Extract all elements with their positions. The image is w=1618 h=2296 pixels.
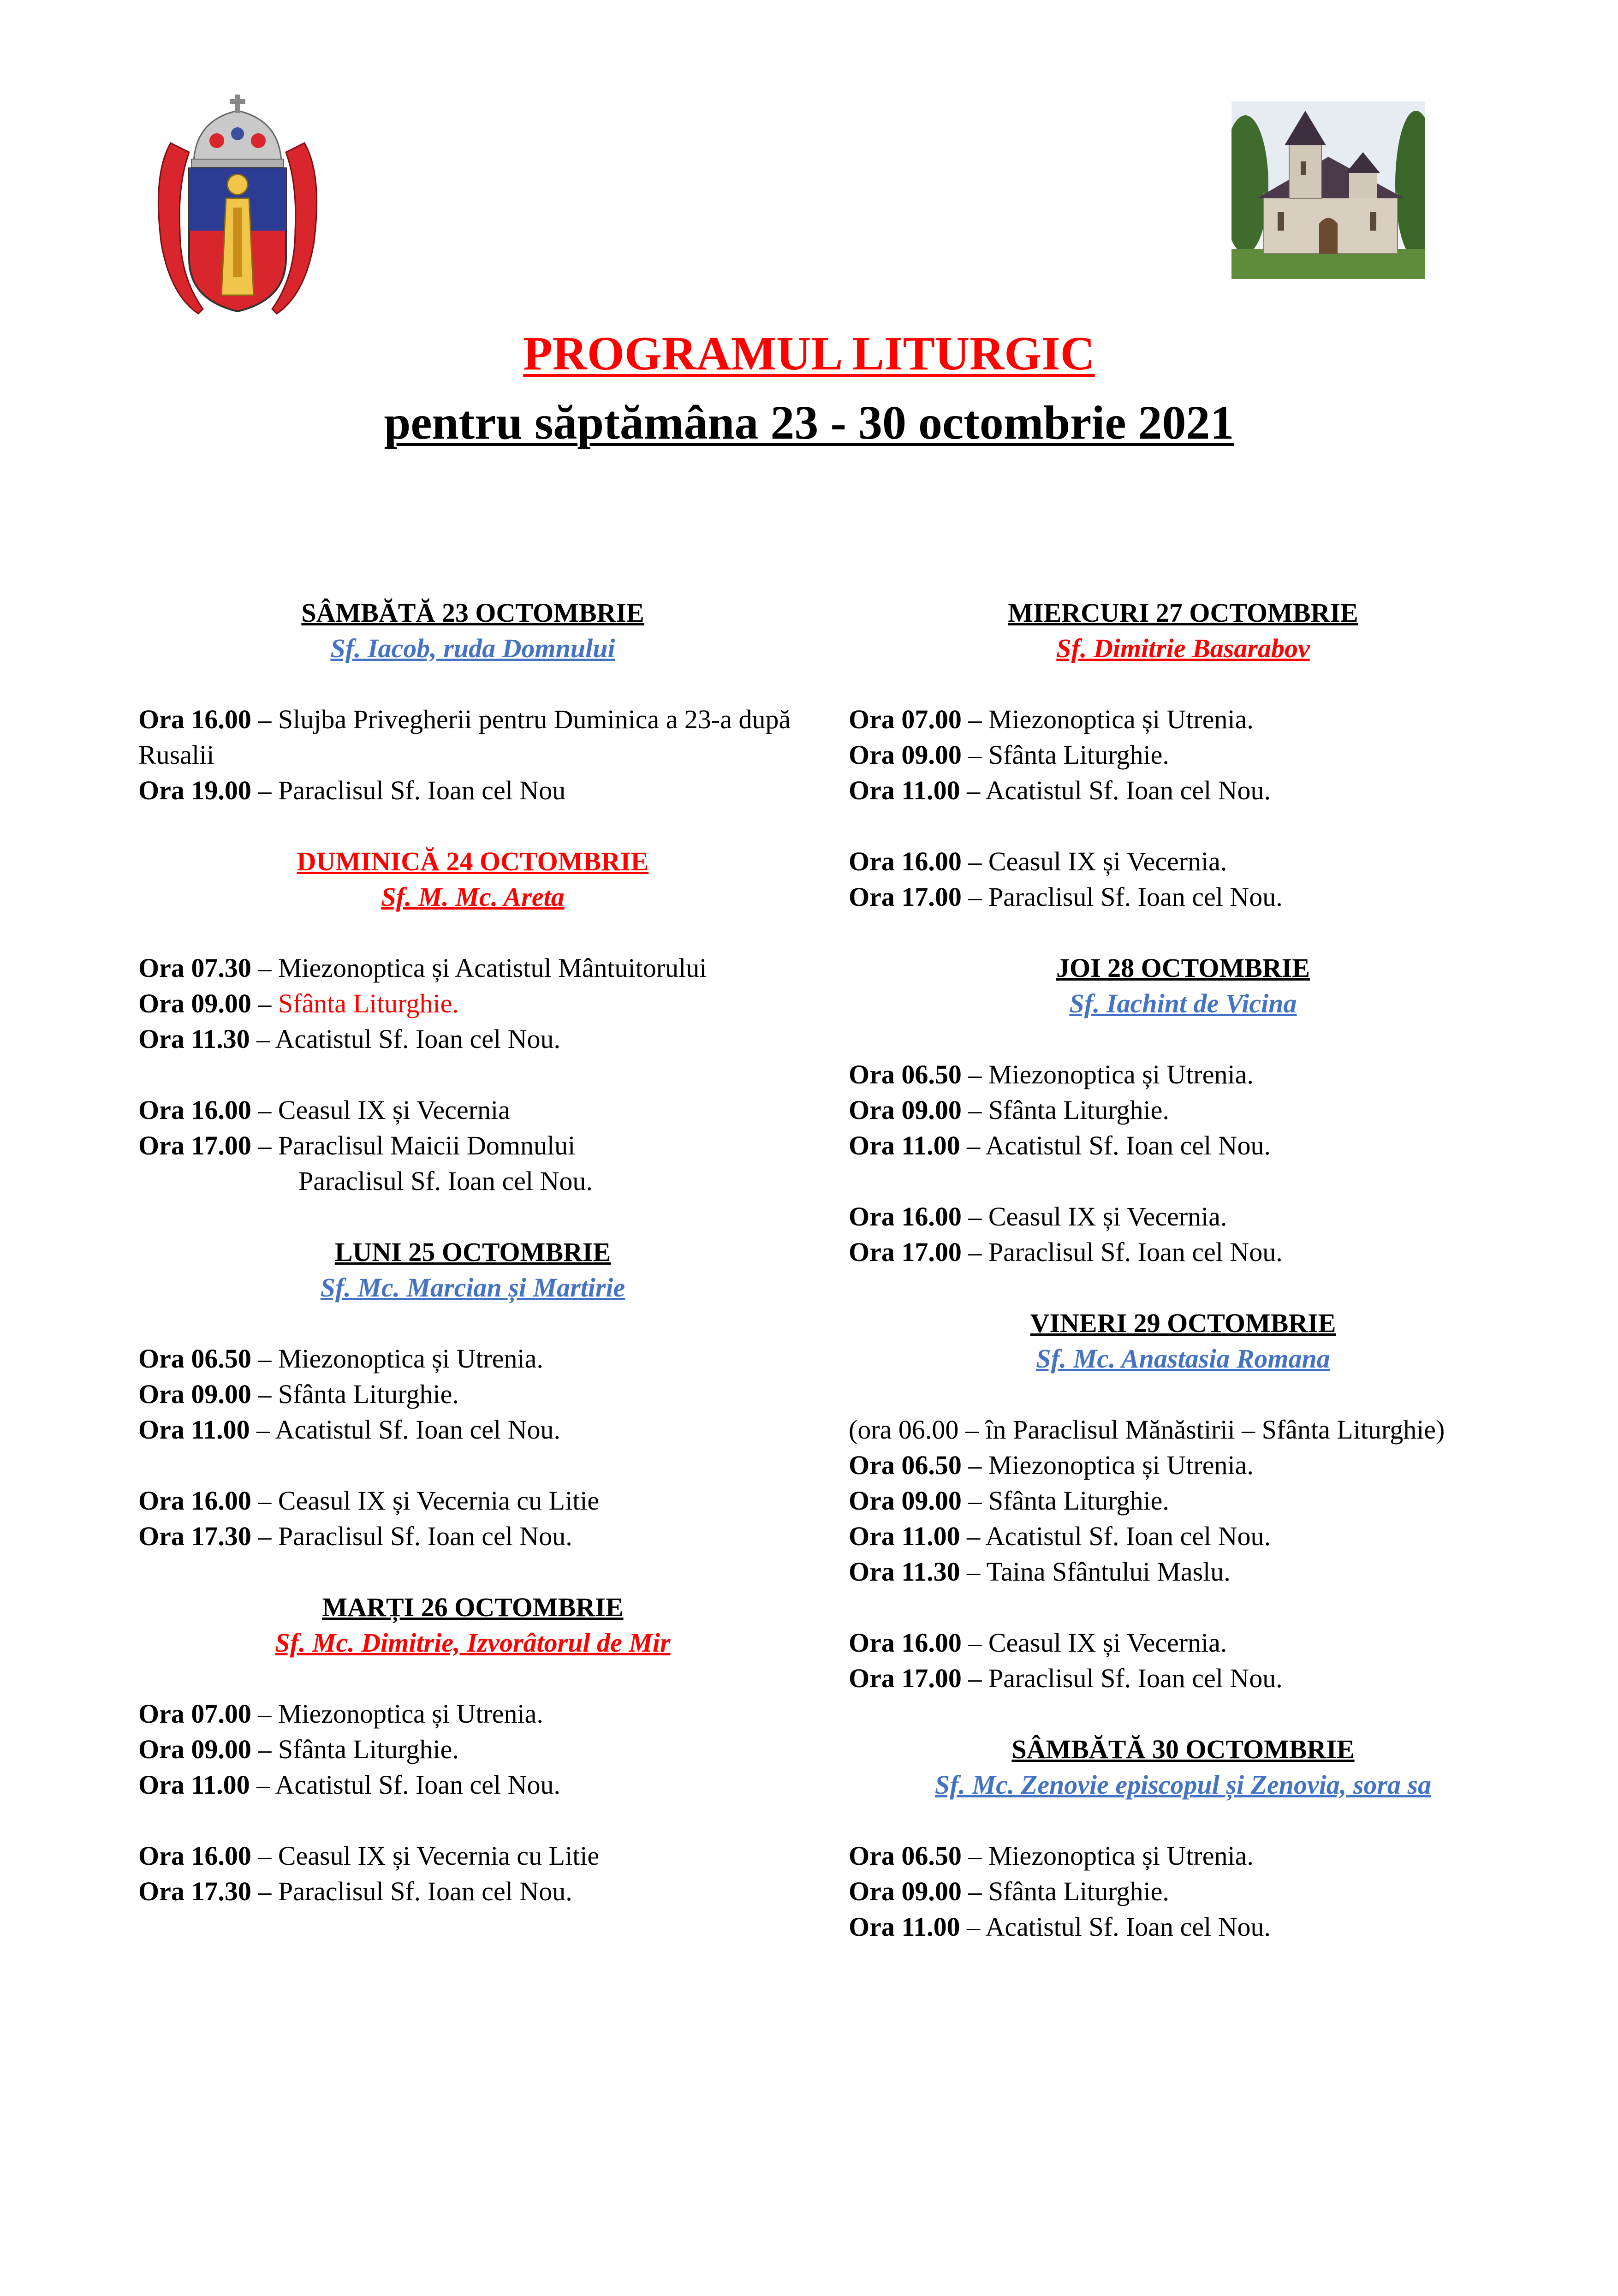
service-name: – Acatistul Sf. Ioan cel Nou. xyxy=(960,1130,1271,1160)
saint-name: Sf. Mc. Zenovie episcopul și Zenovia, sora sa xyxy=(934,1770,1432,1800)
service-name: – Paraclisul Sf. Ioan cel Nou. xyxy=(961,1663,1283,1693)
service-time: Ora 17.00 xyxy=(849,882,962,912)
service-name: – Miezonoptica și Utrenia. xyxy=(251,1699,543,1729)
service-time: Ora 06.50 xyxy=(849,1841,962,1871)
schedule-line xyxy=(138,1483,807,1518)
service-name: – Miezonoptica și Utrenia. xyxy=(961,1841,1254,1871)
church-photo xyxy=(1231,101,1425,279)
day-title: SÂMBĂTĂ 30 OCTOMBRIE xyxy=(1011,1734,1355,1764)
service-name: – Sfânta Liturghie. xyxy=(961,1876,1169,1906)
service-time: Ora 17.00 xyxy=(849,1663,962,1693)
saint-name: Sf. Iacob, ruda Domnului xyxy=(330,633,615,663)
schedule-line xyxy=(849,1234,1517,1270)
schedule-line xyxy=(849,1447,1517,1483)
service-name: – Sfânta Liturghie. xyxy=(961,740,1169,770)
service-name: – Ceasul IX și Vecernia xyxy=(251,1095,510,1125)
service-time: Ora 09.00 xyxy=(138,1379,251,1409)
service-name: – Acatistul Sf. Ioan cel Nou. xyxy=(960,1521,1271,1551)
service-time: Ora 16.00 xyxy=(849,1628,962,1658)
service-name: – Paraclisul Sf. Ioan cel Nou xyxy=(251,775,566,805)
schedule-line xyxy=(849,1092,1517,1128)
saint-name: Sf. Mc. Dimitrie, Izvorâtorul de Mir xyxy=(275,1628,671,1658)
saint-name: Sf. Iachint de Vicina xyxy=(1069,988,1297,1018)
saint-name: Sf. Dimitrie Basarabov xyxy=(1056,633,1310,663)
service-time: Ora 06.50 xyxy=(849,1059,962,1089)
day-block xyxy=(138,1589,807,1909)
service-time: Ora 11.30 xyxy=(138,1024,250,1054)
service-time: Ora 07.00 xyxy=(849,704,962,734)
day-title: SÂMBĂTĂ 23 OCTOMBRIE xyxy=(301,598,644,628)
schedule-line xyxy=(849,1874,1517,1909)
service-name: – Paraclisul Sf. Ioan cel Nou. xyxy=(251,1521,572,1551)
saint-name: Sf. Mc. Marcian și Martirie xyxy=(320,1273,625,1303)
schedule-line xyxy=(849,879,1517,915)
service-time: Ora 06.50 xyxy=(138,1344,251,1374)
schedule-line xyxy=(138,1412,807,1447)
service-name: – Paraclisul Maicii Domnului xyxy=(251,1130,576,1160)
service-time: Ora 09.00 xyxy=(849,1876,962,1906)
spacer xyxy=(138,915,807,950)
service-time: Ora 16.00 xyxy=(138,704,251,734)
schedule-line xyxy=(138,1092,807,1128)
saint-name: Sf. M. Mc. Areta xyxy=(381,882,565,912)
service-time: Ora 09.00 xyxy=(138,988,251,1018)
service-time: Ora 11.00 xyxy=(138,1415,250,1445)
service-name-highlight: Sfânta Liturghie. xyxy=(278,988,459,1018)
schedule-line xyxy=(138,1128,807,1163)
service-time: Ora 16.00 xyxy=(849,1202,962,1231)
service-time: Ora 16.00 xyxy=(138,1095,251,1125)
spacer xyxy=(849,1802,1517,1838)
service-time: Ora 11.00 xyxy=(849,1912,960,1942)
schedule-line xyxy=(138,1696,807,1731)
schedule-line xyxy=(138,1731,807,1767)
schedule-line xyxy=(849,1909,1517,1945)
service-time: Ora 07.30 xyxy=(138,953,251,983)
service-name: – Sfânta Liturghie. xyxy=(251,1379,459,1409)
page-subtitle: pentru săptămâna 23 - 30 octombrie 2021 xyxy=(384,396,1234,449)
service-time: Ora 19.00 xyxy=(138,775,251,805)
day-title: VINERI 29 OCTOMBRIE xyxy=(1030,1308,1336,1338)
service-name: – Acatistul Sf. Ioan cel Nou. xyxy=(250,1415,560,1445)
spacer xyxy=(849,1021,1517,1057)
schedule-line xyxy=(138,1874,807,1909)
day-title: JOI 28 OCTOMBRIE xyxy=(1056,953,1310,983)
service-name: – Sfânta Liturghie. xyxy=(961,1095,1169,1125)
schedule-line xyxy=(138,773,807,808)
day-block xyxy=(849,1305,1517,1696)
schedule-line xyxy=(849,1128,1517,1163)
schedule-left-column xyxy=(138,595,807,1945)
service-name: – Ceasul IX și Vecernia. xyxy=(961,846,1227,876)
service-time: Ora 17.30 xyxy=(138,1876,251,1906)
spacer xyxy=(849,808,1517,844)
schedule-line xyxy=(138,1341,807,1376)
service-time: Ora 09.00 xyxy=(138,1734,251,1764)
service-time: Ora 09.00 xyxy=(849,740,962,770)
service-name: – Acatistul Sf. Ioan cel Nou. xyxy=(250,1770,560,1800)
service-name: – Ceasul IX și Vecernia. xyxy=(961,1202,1227,1231)
service-name: – Acatistul Sf. Ioan cel Nou. xyxy=(960,1912,1271,1942)
schedule-line xyxy=(138,1376,807,1412)
day-block xyxy=(138,595,807,808)
service-name: – Sfânta Liturghie. xyxy=(961,1486,1169,1516)
service-name: – Sfânta Liturghie. xyxy=(251,1734,459,1764)
spacer xyxy=(138,1802,807,1838)
spacer xyxy=(138,1660,807,1696)
schedule-line xyxy=(849,1518,1517,1554)
service-name: – Ceasul IX și Vecernia. xyxy=(961,1628,1227,1658)
schedule-line xyxy=(849,1838,1517,1874)
schedule-line xyxy=(849,702,1517,737)
service-name: – Acatistul Sf. Ioan cel Nou. xyxy=(250,1024,560,1054)
day-title: DUMINICĂ 24 OCTOMBRIE xyxy=(297,846,649,876)
service-time: Ora 11.30 xyxy=(849,1557,960,1587)
day-title: MIERCURI 27 OCTOMBRIE xyxy=(1008,598,1358,628)
spacer xyxy=(138,666,807,702)
service-name: – Miezonoptica și Utrenia. xyxy=(961,1059,1254,1089)
schedule-line xyxy=(138,1518,807,1554)
service-name: – Paraclisul Sf. Ioan cel Nou. xyxy=(961,1237,1283,1267)
schedule-line xyxy=(849,1483,1517,1518)
service-name: – Miezonoptica și Utrenia. xyxy=(961,704,1254,734)
schedule-line xyxy=(138,1838,807,1874)
service-name: – Miezonoptica și Acatistul Mântuitorului xyxy=(251,953,707,983)
schedule-line xyxy=(849,1554,1517,1589)
service-time: Ora 09.00 xyxy=(849,1095,962,1125)
service-name: – Acatistul Sf. Ioan cel Nou. xyxy=(960,775,1271,805)
service-time: Ora 16.00 xyxy=(138,1486,251,1516)
service-name: – Paraclisul Sf. Ioan cel Nou. xyxy=(251,1876,572,1906)
schedule-line xyxy=(849,844,1517,879)
schedule-line xyxy=(849,1057,1517,1092)
schedule-line xyxy=(138,950,807,986)
service-time: Ora 17.00 xyxy=(849,1237,962,1267)
spacer xyxy=(138,1057,807,1092)
schedule-line xyxy=(849,1660,1517,1696)
day-block xyxy=(849,1731,1517,1945)
service-time: Ora 16.00 xyxy=(138,1841,251,1871)
service-time: Ora 17.30 xyxy=(138,1521,251,1551)
page-title: PROGRAMUL LITURGIC xyxy=(523,327,1095,380)
service-time: Ora 11.00 xyxy=(138,1770,250,1800)
service-name: – Ceasul IX și Vecernia cu Litie xyxy=(251,1486,600,1516)
spacer xyxy=(138,1305,807,1341)
coat-of-arms-logo xyxy=(152,92,323,323)
service-time: Ora 11.00 xyxy=(849,1521,960,1551)
spacer xyxy=(849,1163,1517,1199)
schedule-line xyxy=(849,737,1517,773)
service-time: Ora 07.00 xyxy=(138,1699,251,1729)
service-time: Ora 16.00 xyxy=(849,846,962,876)
schedule-line xyxy=(849,1199,1517,1234)
service-time: Ora 17.00 xyxy=(138,1130,251,1160)
schedule-line xyxy=(138,1021,807,1057)
service-name: – Miezonoptica și Utrenia. xyxy=(251,1344,543,1374)
schedule-line xyxy=(138,1767,807,1802)
spacer xyxy=(849,1589,1517,1625)
service-time: Ora 11.00 xyxy=(849,1130,960,1160)
service-name: – xyxy=(251,988,278,1018)
schedule-line-continuation: Paraclisul Sf. Ioan cel Nou. xyxy=(298,1166,593,1196)
service-name: – Miezonoptica și Utrenia. xyxy=(961,1450,1254,1480)
spacer xyxy=(138,1447,807,1483)
saint-name: Sf. Mc. Anastasia Romana xyxy=(1036,1344,1330,1374)
schedule-line xyxy=(849,773,1517,808)
day-title: LUNI 25 OCTOMBRIE xyxy=(334,1237,611,1267)
service-name: – Ceasul IX și Vecernia cu Litie xyxy=(251,1841,600,1871)
service-name: – Paraclisul Sf. Ioan cel Nou. xyxy=(961,882,1283,912)
schedule-note: (ora 06.00 – în Paraclisul Mănăstirii – Sfânta Liturghie) xyxy=(849,1415,1445,1445)
day-title: MARȚI 26 OCTOMBRIE xyxy=(322,1592,624,1622)
day-block xyxy=(138,844,807,1199)
schedule-right-column xyxy=(849,595,1517,1980)
schedule-line xyxy=(138,986,807,1021)
service-time: Ora 11.00 xyxy=(849,775,960,805)
day-block xyxy=(138,1234,807,1554)
service-time: Ora 09.00 xyxy=(849,1486,962,1516)
service-time: Ora 06.50 xyxy=(849,1450,962,1480)
day-block xyxy=(849,950,1517,1270)
schedule-line xyxy=(138,702,807,773)
spacer xyxy=(849,666,1517,702)
service-name: – Taina Sfântului Maslu. xyxy=(960,1557,1231,1587)
schedule-line xyxy=(849,1625,1517,1660)
service-name: – Slujba Privegherii pentru Duminica a 23-a după Rusalii xyxy=(138,704,791,770)
day-block xyxy=(849,595,1517,915)
spacer xyxy=(849,1376,1517,1412)
